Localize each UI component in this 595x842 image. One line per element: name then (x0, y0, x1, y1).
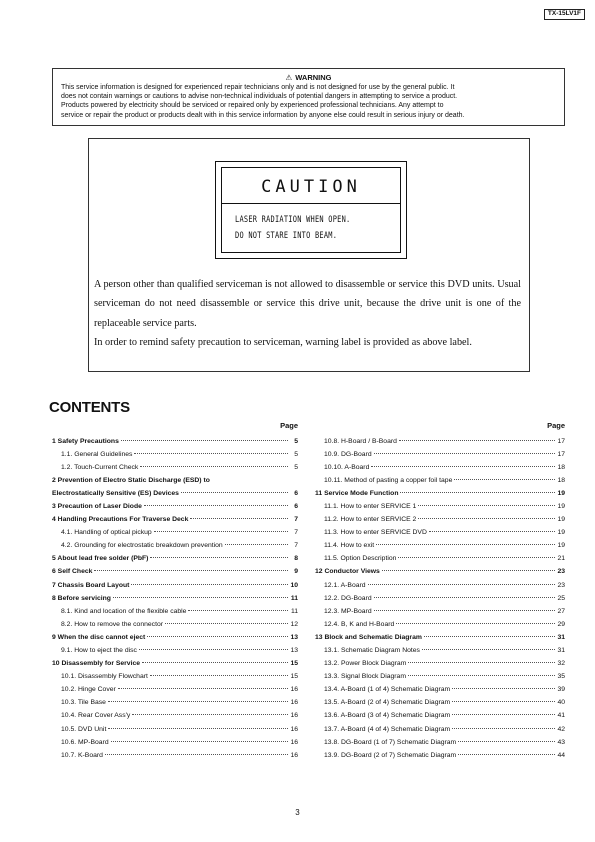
caution-label-divider (222, 203, 400, 204)
toc-entry-title: 10.11. Method of pasting a copper foil tape (324, 476, 453, 484)
toc-entry-page: 42 (557, 725, 565, 733)
toc-leader-dots (368, 584, 555, 585)
toc-leader-dots (118, 688, 288, 689)
page-number: 3 (295, 808, 300, 817)
toc-leader-dots (113, 597, 288, 598)
toc-entry[interactable] (52, 736, 298, 749)
toc-entry-title: 10.6. MP-Board (61, 738, 109, 746)
caution-label-line: DO NOT STARE INTO BEAM. (235, 231, 338, 241)
toc-entry-page: 16 (290, 738, 298, 746)
toc-entry[interactable] (52, 500, 298, 513)
toc-entry[interactable] (52, 709, 298, 722)
toc-entry[interactable] (315, 579, 565, 592)
toc-entry-title: 10.9. DG-Board (324, 450, 372, 458)
toc-entry-title: 10 Disassembly for Service (52, 660, 141, 668)
toc-entry[interactable] (315, 539, 565, 552)
toc-entry-title: 4 Handling Precautions For Traverse Deck (52, 516, 189, 524)
toc-entry-page: 5 (294, 450, 298, 458)
toc-entry-page: 12 (290, 620, 298, 628)
toc-entry[interactable] (315, 552, 565, 565)
toc-entry-title: 13.3. Signal Block Diagram (324, 673, 406, 681)
warning-box (52, 68, 565, 126)
toc-entry-title: 5 About lead free solder (PbF) (52, 555, 149, 563)
toc-entry[interactable] (315, 670, 565, 683)
toc-entry[interactable] (52, 579, 298, 592)
warning-line: does not contain warnings or cautions to advise non-technical individuals of potential dangers in attempting to service a product. (61, 93, 458, 101)
toc-entry[interactable] (315, 749, 565, 762)
toc-entry-page: 15 (290, 673, 298, 681)
caution-frame (88, 138, 530, 372)
toc-entry-page: 17 (557, 437, 565, 445)
toc-entry[interactable] (315, 565, 565, 578)
toc-leader-dots (150, 675, 288, 676)
toc-entry[interactable] (315, 631, 565, 644)
toc-entry-page: 29 (557, 620, 565, 628)
toc-entry-page: 23 (557, 568, 565, 576)
toc-entry-title: 13.4. A-Board (1 of 4) Schematic Diagram (324, 686, 451, 694)
toc-entry-page: 25 (557, 594, 565, 602)
toc-entry-title: 11.1. How to enter SERVICE 1 (324, 502, 417, 510)
toc-entry[interactable] (315, 435, 565, 448)
toc-leader-dots (371, 466, 555, 467)
toc-entry-title: 10.5. DVD Unit (61, 725, 107, 733)
toc-leader-dots (458, 741, 555, 742)
toc-entry[interactable] (315, 487, 565, 500)
toc-leader-dots (111, 741, 288, 742)
toc-entry-page: 5 (294, 437, 298, 445)
toc-leader-dots (132, 714, 288, 715)
toc-entry-title: 10.1. Disassembly Flowchart (61, 673, 148, 681)
toc-entry-page: 31 (557, 633, 565, 641)
toc-entry[interactable] (52, 683, 298, 696)
toc-entry-page: 18 (557, 476, 565, 484)
toc-leader-dots (134, 453, 288, 454)
toc-entry[interactable] (52, 605, 298, 618)
toc-entry-title: 13.2. Power Block Diagram (324, 660, 407, 668)
toc-entry-page: 18 (557, 463, 565, 471)
toc-entry-title: 8.2. How to remove the connector (61, 620, 164, 628)
toc-leader-dots (422, 649, 555, 650)
toc-entry-title: 1.1. General Guidelines (61, 450, 133, 458)
toc-entry-title: 11.4. How to exit (324, 542, 375, 550)
caution-paragraph: A person other than qualified serviceman is not allowed to disassemble or service this DVD units. Usual serviceman do not need disassemble or service this drive unit, because the drive unit is one of the replaceable service parts. (94, 279, 521, 329)
toc-entry-page: 23 (557, 581, 565, 589)
toc-entry[interactable] (52, 657, 298, 670)
toc-leader-dots (165, 623, 288, 624)
toc-entry-page: 9 (294, 568, 298, 576)
toc-entry-page: 32 (557, 660, 565, 668)
toc-leader-dots (131, 584, 288, 585)
toc-entry-title: 8.1. Kind and location of the flexible cable (61, 607, 187, 615)
toc-entry-page: 21 (557, 555, 565, 563)
toc-entry[interactable] (315, 618, 565, 631)
toc-entry-title: 3 Precaution of Laser Diode (52, 502, 142, 510)
toc-entry-page: 6 (294, 489, 298, 497)
toc-entry-title: 12.3. MP-Board (324, 607, 372, 615)
toc-entry[interactable] (52, 513, 298, 526)
toc-entry[interactable] (52, 487, 298, 500)
warning-triangle-icon: ⚠ (285, 73, 293, 82)
toc-leader-dots (188, 610, 288, 611)
toc-leader-dots (94, 570, 288, 571)
toc-entry-page: 19 (557, 529, 565, 537)
toc-leader-dots (108, 728, 288, 729)
toc-entry-title: 8 Before servicing (52, 594, 111, 602)
toc-leader-dots (376, 544, 555, 545)
toc-entry-page: 11 (290, 594, 298, 602)
toc-entry-page: 7 (294, 529, 298, 537)
toc-leader-dots (399, 440, 555, 441)
toc-entry-title: 13.6. A-Board (3 of 4) Schematic Diagram (324, 712, 451, 720)
toc-entry-page: 16 (290, 751, 298, 759)
toc-entry[interactable] (52, 565, 298, 578)
warning-title: WARNING (295, 73, 332, 82)
toc-leader-dots (225, 544, 288, 545)
toc-entry[interactable] (315, 513, 565, 526)
toc-entry-title: 4.1. Handling of optical pickup (61, 529, 152, 537)
toc-entry-title: 12.2. DG-Board (324, 594, 372, 602)
toc-entry-page: 7 (294, 542, 298, 550)
toc-entry-title: 10.10. A-Board (324, 463, 370, 471)
toc-entry-title: 11.2. How to enter SERVICE 2 (324, 516, 417, 524)
toc-entry-title: 7 Chassis Board Layout (52, 581, 130, 589)
toc-entry-page: 41 (557, 712, 565, 720)
toc-entry-title: 2 Prevention of Electro Static Discharge (ESD) to (52, 476, 210, 484)
toc-leader-dots (108, 701, 288, 702)
toc-leader-dots (408, 662, 555, 663)
toc-entry-title: 12 Conductor Views (315, 568, 380, 576)
toc-leader-dots (190, 518, 288, 519)
toc-leader-dots (374, 610, 555, 611)
toc-leader-dots (147, 636, 288, 637)
toc-entry-title: 1.2. Touch-Current Check (61, 463, 139, 471)
warning-line: Products powered by electricity should be serviced or repaired only by experienced professional technicians. Any attempt to (61, 102, 444, 110)
toc-entry[interactable] (315, 696, 565, 709)
toc-entry-page: 39 (557, 686, 565, 694)
toc-entry-page: 35 (557, 673, 565, 681)
toc-entry[interactable] (315, 657, 565, 670)
warning-text (61, 83, 556, 120)
toc-entry[interactable] (315, 526, 565, 539)
toc-entry-title: 13.5. A-Board (2 of 4) Schematic Diagram (324, 699, 451, 707)
toc-leader-dots (150, 557, 288, 558)
toc-entry-page: 27 (557, 607, 565, 615)
toc-entry[interactable] (52, 435, 298, 448)
toc-entry-title: Electrostatically Sensitive (ES) Devices (52, 489, 179, 497)
toc-leader-dots (382, 570, 555, 571)
toc-entry-page: 10 (290, 581, 298, 589)
toc-entry-page: 43 (557, 738, 565, 746)
toc-column-right (315, 420, 565, 762)
toc-entry-title: 13.1. Schematic Diagram Notes (324, 647, 420, 654)
toc-entry[interactable] (52, 526, 298, 539)
toc-entry[interactable] (52, 696, 298, 709)
toc-leader-dots (374, 597, 555, 598)
toc-entry-page: 16 (290, 712, 298, 720)
toc-entry[interactable] (315, 461, 565, 474)
toc-entry-title: 10.7. K-Board (61, 751, 103, 759)
toc-leader-dots (121, 440, 288, 441)
warning-line: This service information is designed for experienced repair technicians only and is not designed for use by the general public. It (61, 84, 455, 91)
toc-leader-dots (105, 754, 288, 755)
toc-leader-dots (154, 531, 288, 532)
toc-entry[interactable] (315, 592, 565, 605)
toc-leader-dots (144, 505, 288, 506)
caution-label (215, 161, 407, 259)
toc-entry-page: 13 (290, 647, 298, 654)
toc-leader-dots (418, 505, 555, 506)
toc-entry-title: 12.4. B, K and H-Board (324, 620, 395, 628)
caution-description (94, 275, 521, 352)
toc-entry[interactable] (315, 448, 565, 461)
caution-label-line: LASER RADIATION WHEN OPEN. (235, 215, 351, 225)
toc-entry-title: 13.8. DG-Board (1 of 7) Schematic Diagram (324, 738, 457, 746)
toc-leader-dots (452, 728, 555, 729)
toc-entry[interactable] (315, 500, 565, 513)
toc-leader-dots (400, 492, 555, 493)
toc-entry-page: 15 (290, 660, 298, 668)
toc-entry-title: 4.2. Grounding for electrostatic breakdown prevention (61, 542, 223, 550)
toc-leader-dots (142, 662, 288, 663)
toc-entry[interactable] (52, 670, 298, 683)
toc-entry-page: 16 (290, 686, 298, 694)
toc-entry[interactable] (52, 474, 298, 487)
toc-entry-page: 44 (557, 751, 565, 759)
toc-page-header: Page (280, 421, 298, 430)
toc-entry-page: 31 (557, 647, 565, 654)
toc-entry[interactable] (315, 644, 565, 657)
toc-entry[interactable] (52, 461, 298, 474)
toc-leader-dots (396, 623, 555, 624)
warning-line: service or repair the product or products dealt with in this service information by anyone else could result in serious injury or death. (61, 111, 465, 119)
toc-entry-title: 13 Block and Schematic Diagram (315, 633, 422, 641)
toc-entry-title: 11.3. How to enter SERVICE DVD (324, 529, 427, 537)
toc-entry[interactable] (315, 736, 565, 749)
toc-leader-dots (452, 701, 555, 702)
toc-entry-title: 10.4. Rear Cover Ass'y (61, 712, 131, 720)
toc-entry-title: 13.9. DG-Board (2 of 7) Schematic Diagram (324, 751, 457, 759)
toc-entry-page: 13 (290, 633, 298, 641)
toc-entry[interactable] (52, 448, 298, 461)
caution-label-inner (221, 167, 401, 253)
toc-leader-dots (181, 492, 288, 493)
toc-entry-title: 13.7. A-Board (4 of 4) Schematic Diagram (324, 725, 451, 733)
toc-entry-title: 6 Self Check (52, 568, 93, 576)
toc-leader-dots (408, 675, 555, 676)
toc-entry[interactable] (52, 631, 298, 644)
toc-leader-dots (418, 518, 555, 519)
toc-entry-page: 19 (557, 542, 565, 550)
toc-entry-page: 7 (294, 516, 298, 524)
toc-entry[interactable] (315, 605, 565, 618)
toc-leader-dots (374, 453, 555, 454)
contents-heading: CONTENTS (49, 399, 130, 416)
toc-entry-page: 16 (290, 725, 298, 733)
toc-entry-title: 10.2. Hinge Cover (61, 686, 116, 694)
model-number-tag: TX-15LV1F (544, 9, 585, 20)
toc-entry-title: 9.1. How to eject the disc (61, 647, 137, 654)
toc-leader-dots (140, 466, 288, 467)
toc-entry-page: 19 (557, 502, 565, 510)
toc-leader-dots (454, 479, 555, 480)
toc-entry[interactable] (52, 592, 298, 605)
toc-entry[interactable] (315, 709, 565, 722)
toc-entry-page: 19 (557, 516, 565, 524)
toc-entry[interactable] (52, 749, 298, 762)
caution-paragraph: In order to remind safety precaution to serviceman, warning label is provided as above label. (94, 336, 472, 348)
toc-entry[interactable] (52, 552, 298, 565)
toc-entry-page: 6 (294, 502, 298, 510)
toc-entry-title: 11.5. Option Description (324, 555, 397, 563)
toc-entry-page: 17 (557, 450, 565, 458)
toc-leader-dots (424, 636, 555, 637)
toc-entry-page: 11 (290, 607, 298, 615)
toc-entry-page: 40 (557, 699, 565, 707)
toc-leader-dots (458, 754, 555, 755)
toc-entry[interactable] (315, 723, 565, 736)
toc-entry[interactable] (315, 474, 565, 487)
toc-entry-title: 1 Safety Precautions (52, 437, 119, 445)
toc-entry-title: 10.8. H-Board / B-Board (324, 437, 397, 445)
toc-entry-page: 8 (294, 555, 298, 563)
toc-entry-page: 19 (557, 489, 565, 497)
toc-leader-dots (139, 649, 288, 650)
toc-page-header: Page (547, 421, 565, 430)
toc-entry-title: 9 When the disc cannot eject (52, 633, 146, 641)
toc-leader-dots (429, 531, 555, 532)
warning-title-row (61, 73, 556, 83)
toc-entry-title: 12.1. A-Board (324, 581, 366, 589)
toc-entry-page: 16 (290, 699, 298, 707)
toc-entry[interactable] (52, 539, 298, 552)
toc-entry-page: 5 (294, 463, 298, 471)
toc-leader-dots (452, 714, 555, 715)
toc-entry[interactable] (52, 644, 298, 657)
toc-leader-dots (398, 557, 555, 558)
toc-entry[interactable] (315, 683, 565, 696)
toc-entry[interactable] (52, 618, 298, 631)
toc-entry-title: 11 Service Mode Function (315, 489, 399, 497)
caution-label-title: CAUTION (261, 177, 361, 197)
toc-column-left (52, 420, 298, 762)
toc-entry[interactable] (52, 723, 298, 736)
toc-entry-title: 10.3. Tile Base (61, 699, 106, 707)
toc-leader-dots (452, 688, 555, 689)
